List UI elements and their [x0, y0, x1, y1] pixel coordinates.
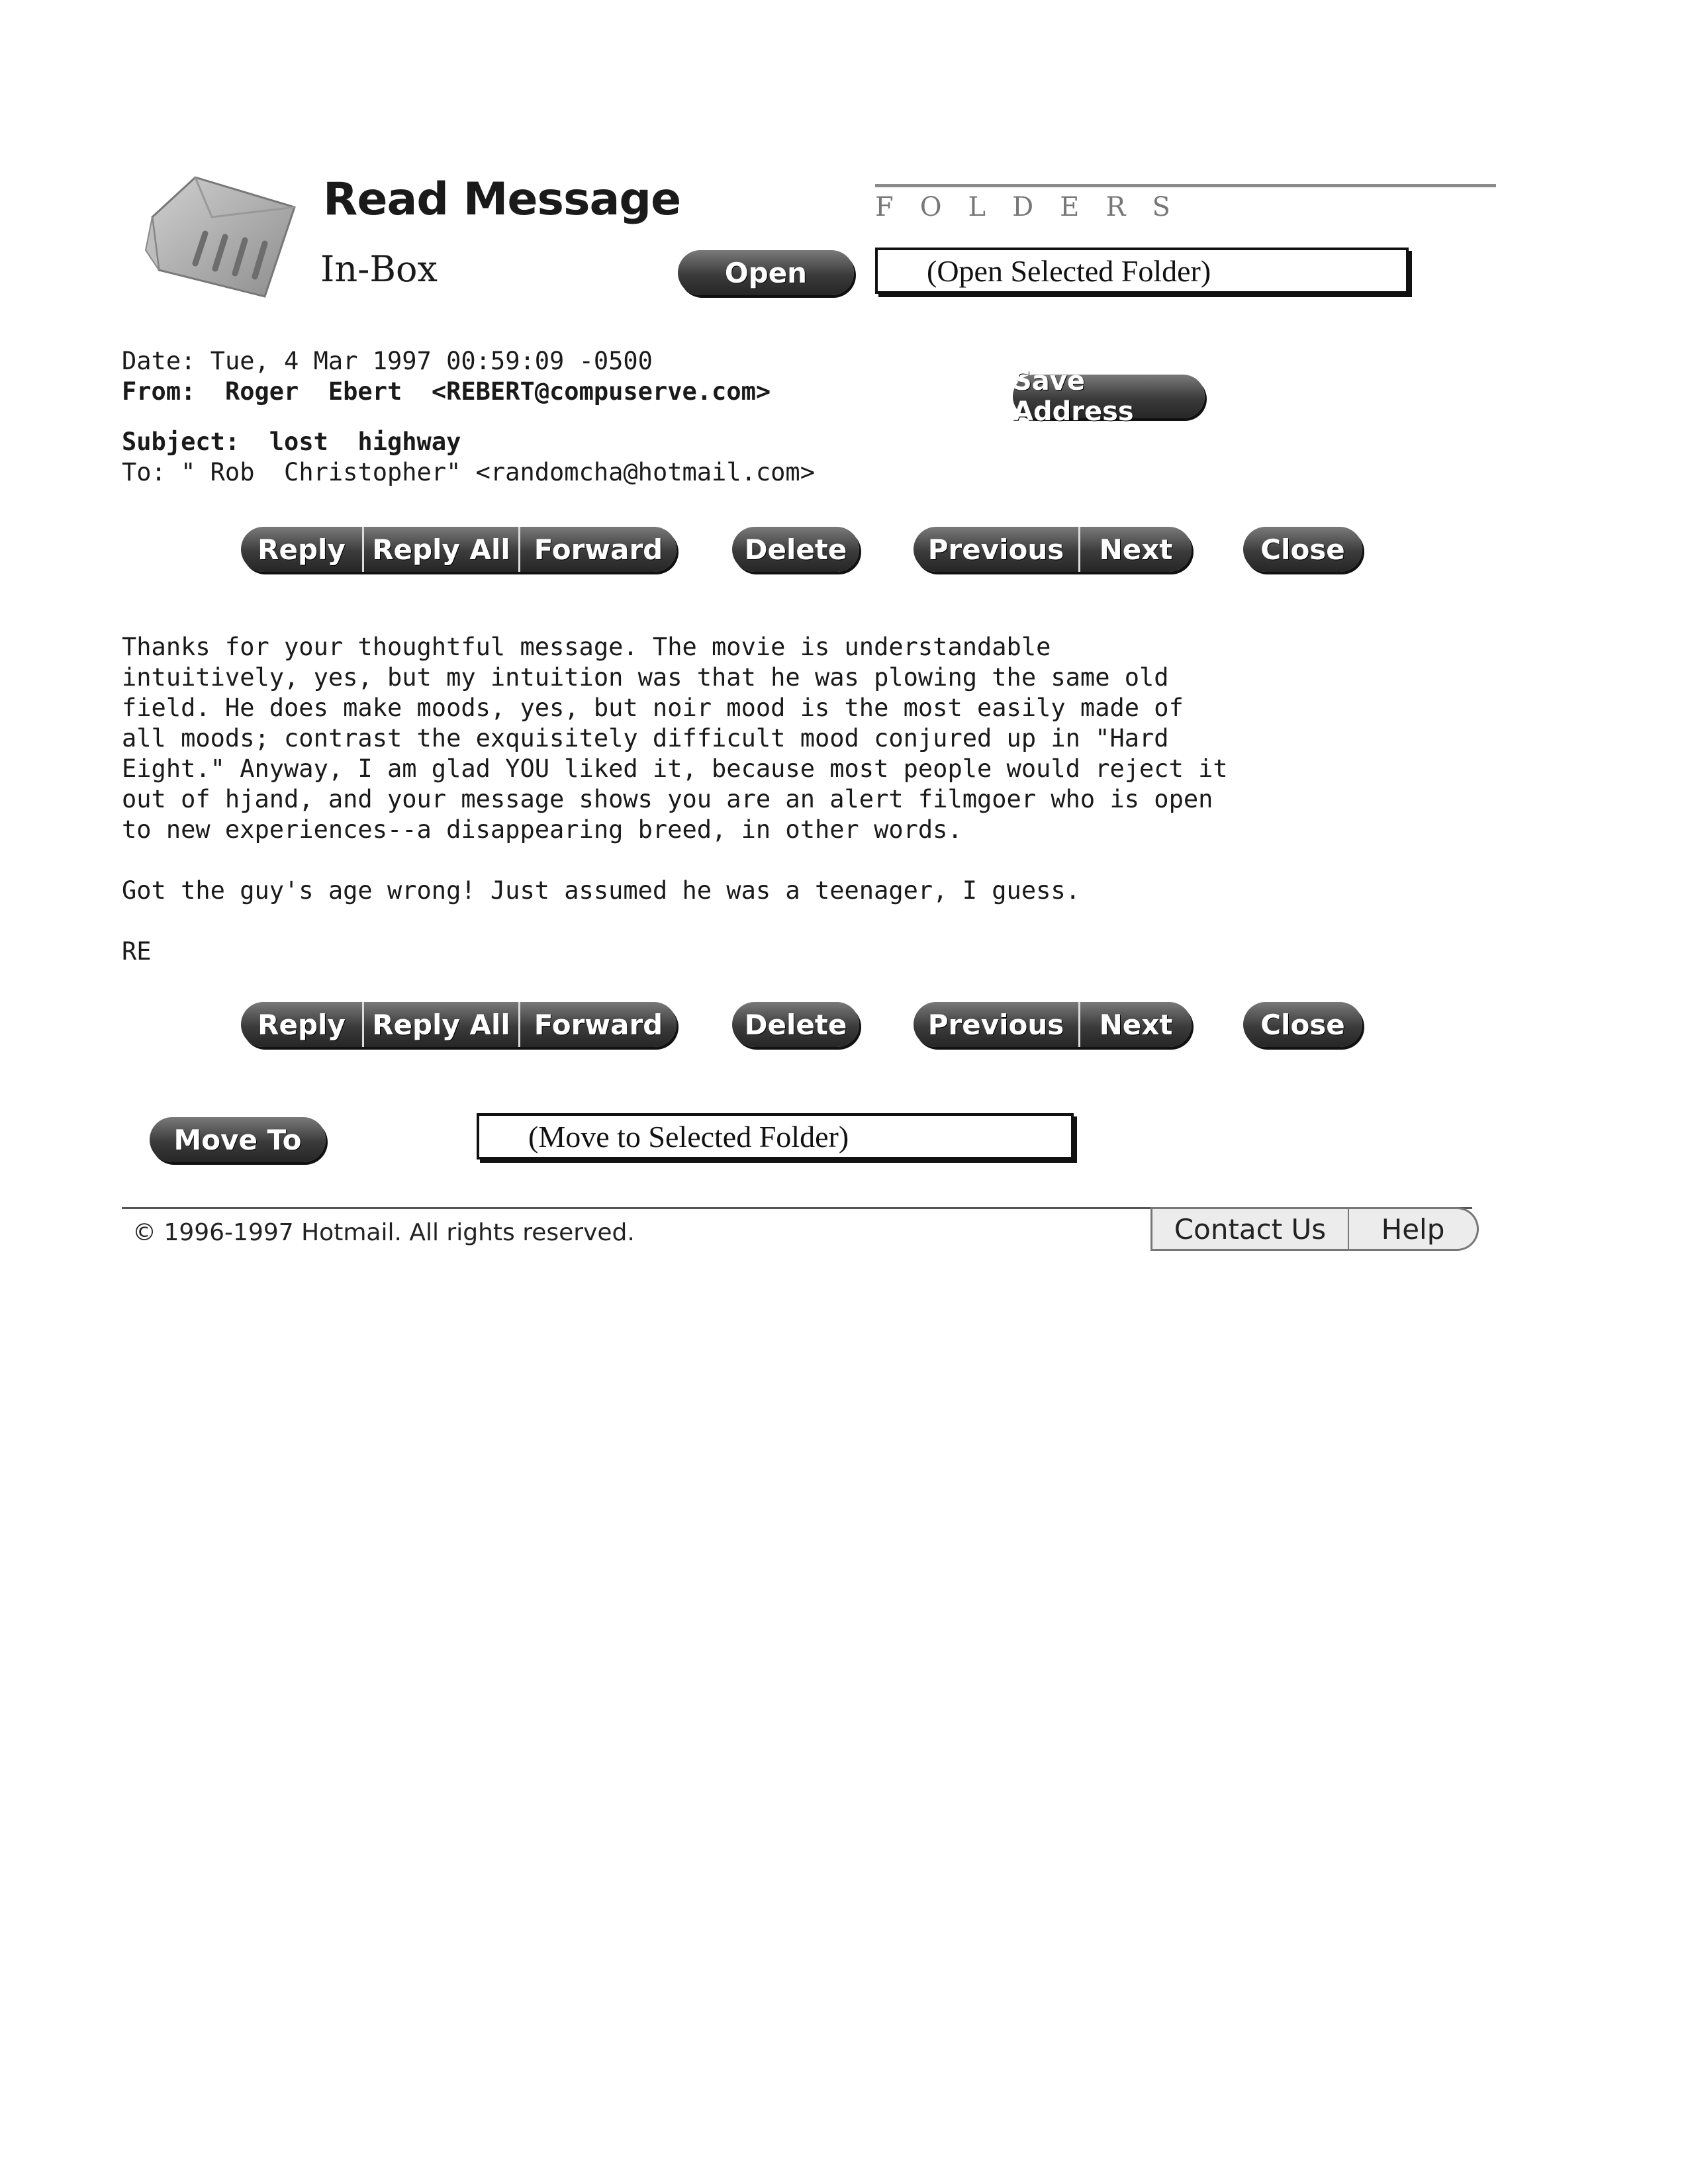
to-label: To: — [122, 458, 166, 486]
to-value: " Rob Christopher" <randomcha@hotmail.com> — [181, 458, 815, 486]
forward-button[interactable]: Forward — [520, 527, 677, 572]
subject-label: Subject: — [122, 428, 240, 456]
current-folder-name: In-Box — [320, 248, 438, 290]
subject-line — [122, 428, 461, 456]
delete-button-bottom[interactable]: Delete — [732, 1002, 859, 1047]
previous-button[interactable]: Previous — [914, 527, 1080, 572]
open-folder-button[interactable]: Open — [678, 250, 854, 295]
reply-button[interactable]: Reply — [241, 527, 364, 572]
delete-button[interactable]: Delete — [732, 527, 859, 572]
open-folder-select[interactable] — [875, 248, 1409, 294]
reply-all-button-bottom[interactable]: Reply All — [364, 1002, 520, 1047]
folders-label: FOLDERS — [875, 192, 1197, 222]
forward-button-bottom[interactable]: Forward — [520, 1002, 677, 1047]
copyright-text: © 1996-1997 Hotmail. All rights reserved. — [132, 1219, 635, 1246]
move-folder-select[interactable] — [477, 1113, 1074, 1160]
read-message-logo-icon — [132, 171, 298, 310]
save-address-button[interactable]: Save Address — [1013, 375, 1205, 418]
close-button-bottom[interactable]: Close — [1243, 1002, 1362, 1047]
contact-us-link[interactable]: Contact Us — [1150, 1207, 1349, 1251]
move-to-button[interactable]: Move To — [150, 1117, 326, 1162]
reply-all-button[interactable]: Reply All — [364, 527, 520, 572]
next-button[interactable]: Next — [1080, 527, 1192, 572]
reply-button-group-bottom — [241, 1002, 677, 1047]
subject-value: lost highway — [269, 428, 461, 456]
footer-links — [1150, 1207, 1479, 1253]
date-value: Tue, 4 Mar 1997 00:59:09 -0500 — [210, 347, 653, 375]
page-title: Read Message — [323, 173, 681, 226]
from-label: From: — [122, 377, 196, 406]
date-line — [122, 347, 653, 375]
open-folder-select-value: (Open Selected Folder) — [927, 253, 1211, 288]
move-folder-select-value: (Move to Selected Folder) — [528, 1119, 849, 1154]
previous-button-bottom[interactable]: Previous — [914, 1002, 1080, 1047]
nav-button-group-bottom — [914, 1002, 1192, 1047]
reply-button-bottom[interactable]: Reply — [241, 1002, 364, 1047]
nav-button-group — [914, 527, 1192, 572]
folders-divider — [875, 184, 1496, 187]
reply-button-group — [241, 527, 677, 572]
help-link[interactable]: Help — [1349, 1207, 1479, 1251]
date-label: Date: — [122, 347, 196, 375]
message-body: Thanks for your thoughtful message. The movie is understandable intuitively, yes, but my intuition was that he was plowing the same old field. He does make moods, yes, but noir mood is the most easily made of all moods; contrast the exquisitely difficult mood conjured up in "Hard Eight." Anyway, I am glad YOU liked it, because most people would reject it out of hjand, and your message shows you are an alert filmgoer who is open to new experiences--a disappearing breed, in other words. Got the guy's age wrong! Just assumed he was a teenager, I guess. RE — [122, 633, 1228, 966]
to-line — [122, 458, 815, 486]
from-value: Roger Ebert <REBERT@compuserve.com> — [224, 377, 771, 406]
close-button[interactable]: Close — [1243, 527, 1362, 572]
next-button-bottom[interactable]: Next — [1080, 1002, 1192, 1047]
from-line — [122, 377, 771, 406]
